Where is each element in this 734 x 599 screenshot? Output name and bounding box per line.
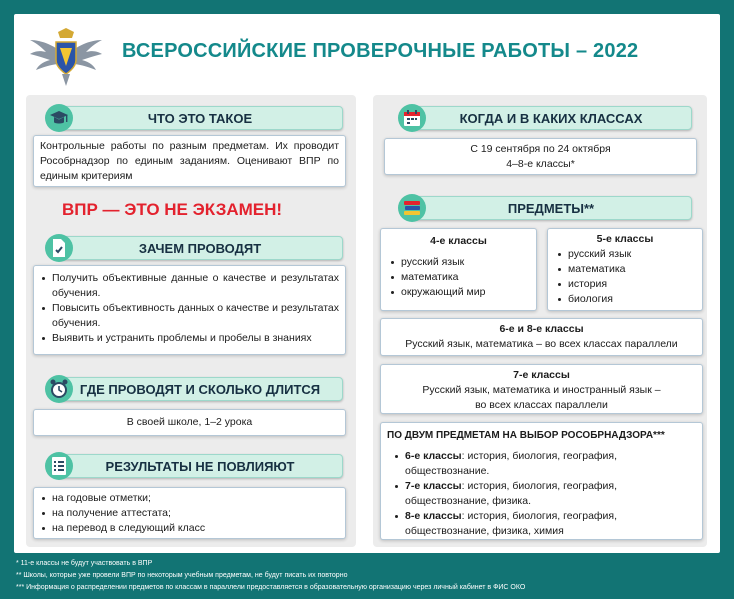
- grade4-title: 4-е классы: [430, 235, 487, 247]
- badge-results: [45, 452, 73, 480]
- list-item: на годовые отметки;: [40, 491, 339, 506]
- results-heading: РЕЗУЛЬТАТЫ НЕ ПОВЛИЯЮТ: [57, 454, 343, 478]
- choice-list: [387, 449, 696, 539]
- list-item: биология: [556, 292, 694, 307]
- calendar-icon: [403, 109, 421, 127]
- results-list: [40, 491, 339, 536]
- grade4-list: [389, 255, 528, 300]
- why-list: [40, 271, 339, 346]
- results-list-box: [33, 487, 346, 539]
- list-item: Повысить объективность данных о качестве и результатах обучения.: [40, 301, 339, 331]
- list-item: окружающий мир: [389, 285, 528, 300]
- main-title: ВСЕРОССИЙСКИЕ ПРОВЕРОЧНЫЕ РАБОТЫ – 2022: [122, 40, 639, 62]
- list-item: 6-е классы: история, биология, география, обществознание.: [393, 449, 666, 479]
- when-grades: 4–8-е классы*: [506, 158, 575, 170]
- list-item: история: [556, 277, 694, 292]
- where-text-box: В своей школе, 1–2 урока: [33, 409, 346, 436]
- grade68-title: 6-е и 8-е классы: [499, 323, 584, 335]
- badge-why: [45, 234, 73, 262]
- eagle-emblem-icon: [28, 26, 104, 88]
- grade68-box: [380, 318, 703, 356]
- badge-when: [398, 104, 426, 132]
- when-dates: С 19 сентября по 24 октября: [470, 143, 611, 155]
- list-item: русский язык: [389, 255, 528, 270]
- books-icon: [402, 199, 422, 217]
- badge-subjects: [398, 194, 426, 222]
- list-item: на получение аттестата;: [40, 506, 339, 521]
- what-text-box: Контрольные работы по разным предметам. Их проводит Рособрнадзор по единым заданиям. Оценивают ВПР по единым критериям: [33, 135, 346, 187]
- badge-what: [45, 104, 73, 132]
- list-item: 8-е классы: история, биология, география, обществознание, физика, химия: [393, 509, 666, 539]
- subjects-heading: ПРЕДМЕТЫ**: [410, 196, 692, 220]
- list-item: Выявить и устранить проблемы и пробелы в знаниях: [40, 331, 339, 346]
- footnote-3: *** Информация о распределении предметов по классам в параллели предоставляется в образовательную организацию через личный кабинет в ФИС ОКО: [16, 584, 526, 591]
- when-text-box: [384, 138, 697, 175]
- choice-box: [380, 422, 703, 540]
- grade5-box: [547, 228, 703, 311]
- grade7-box: [380, 364, 703, 414]
- list-item: 7-е классы: история, биология, география, обществознание, физика.: [393, 479, 666, 509]
- checklist-icon: [51, 456, 67, 476]
- graduation-cap-icon: [49, 109, 69, 127]
- what-heading: ЧТО ЭТО ТАКОЕ: [57, 106, 343, 130]
- list-item: русский язык: [556, 247, 694, 262]
- slogan: ВПР — ЭТО НЕ ЭКЗАМЕН!: [62, 200, 283, 219]
- document-check-icon: [50, 238, 68, 258]
- grade7-title: 7-е классы: [513, 369, 570, 381]
- when-heading: КОГДА И В КАКИХ КЛАССАХ: [410, 106, 692, 130]
- footnote-2: ** Школы, которые уже провели ВПР по некоторым учебным предметам, не будут писать их повторно: [16, 572, 348, 579]
- grade5-list: [556, 247, 694, 307]
- grade68-text: Русский язык, математика – во всех классах параллели: [405, 338, 678, 350]
- badge-where: [45, 375, 73, 403]
- grade7-text-line1: Русский язык, математика и иностранный язык –: [422, 384, 661, 396]
- footnote-1: * 11-е классы не будут участвовать в ВПР: [16, 560, 153, 567]
- grade4-box: [380, 228, 537, 311]
- where-heading: ГДЕ ПРОВОДЯТ И СКОЛЬКО ДЛИТСЯ: [57, 377, 343, 401]
- why-heading: ЗАЧЕМ ПРОВОДЯТ: [57, 236, 343, 260]
- choice-title: ПО ДВУМ ПРЕДМЕТАМ НА ВЫБОР РОСОБРНАДЗОРА***: [387, 430, 665, 441]
- list-item: на перевод в следующий класс: [40, 521, 339, 536]
- list-item: Получить объективные данные о качестве и результатах обучения.: [40, 271, 339, 301]
- list-item: математика: [389, 270, 528, 285]
- grade5-title: 5-е классы: [596, 233, 654, 245]
- list-item: математика: [556, 262, 694, 277]
- why-list-box: [33, 265, 346, 355]
- alarm-clock-icon: [49, 379, 69, 399]
- grade7-text-line2: во всех классах параллели: [475, 399, 608, 411]
